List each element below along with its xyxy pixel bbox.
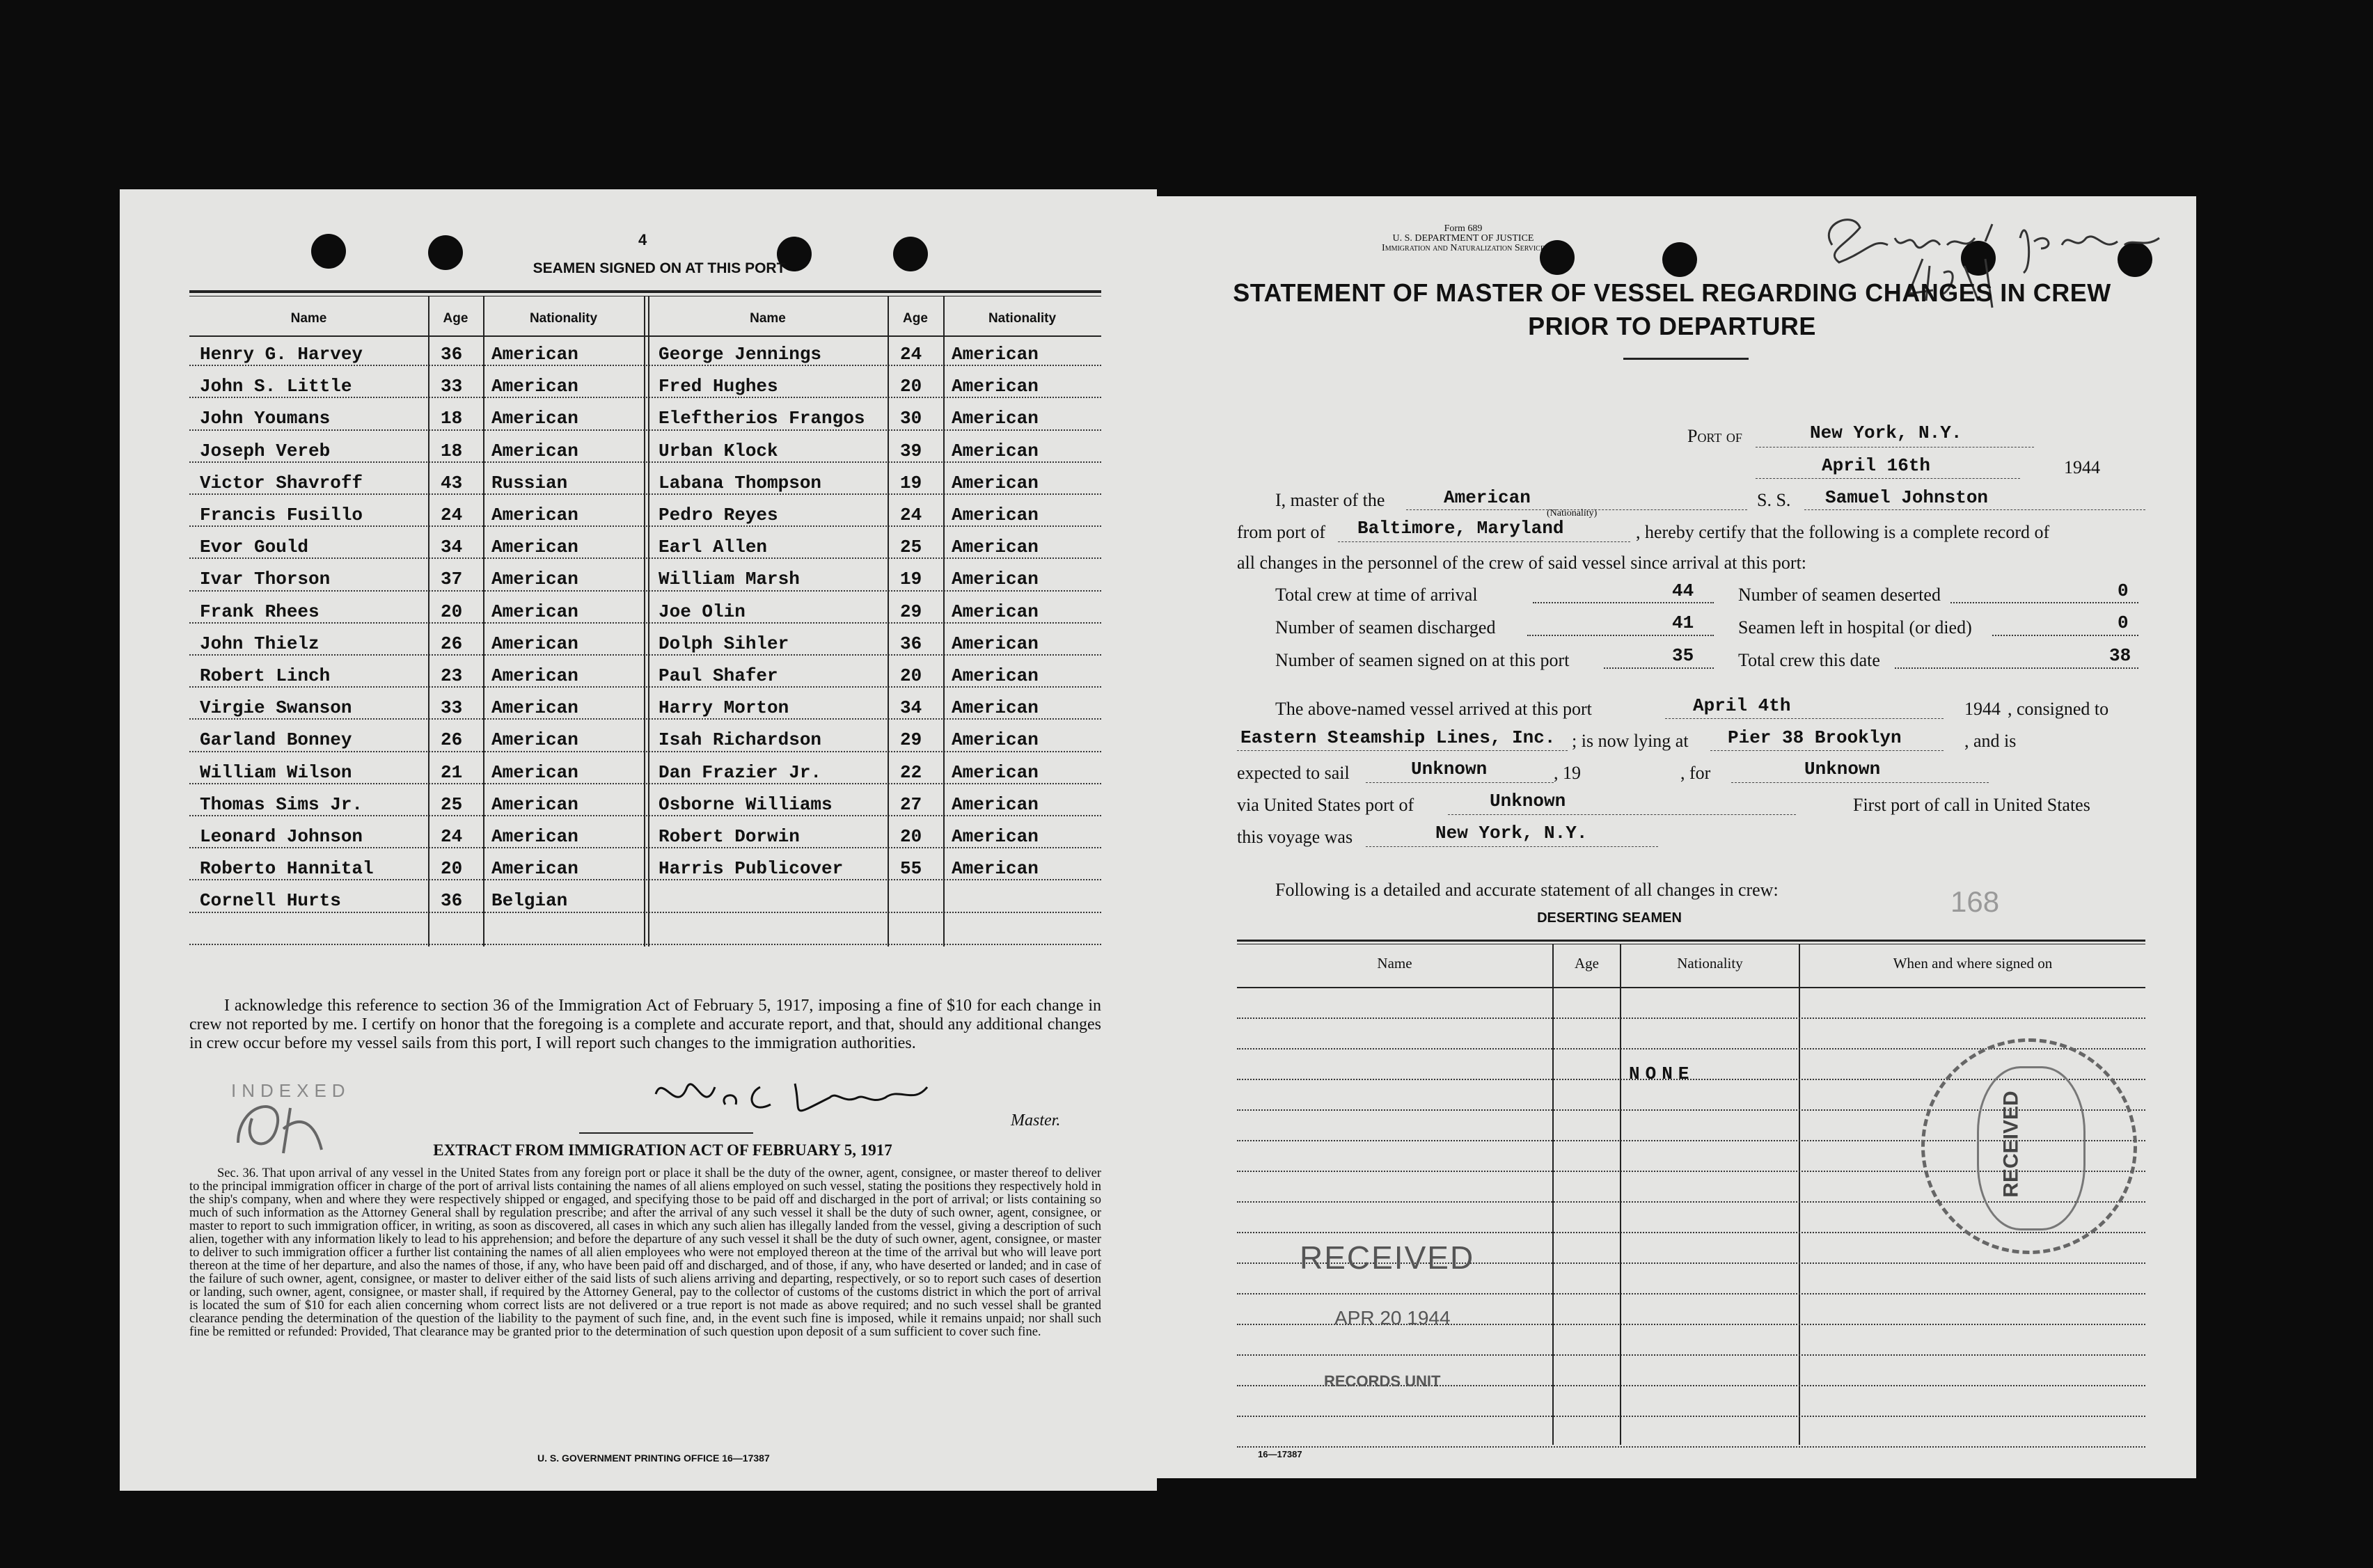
cell-age: 24 bbox=[441, 505, 463, 525]
row-rule bbox=[189, 783, 1101, 784]
sail-date-line bbox=[1366, 782, 1554, 783]
nineteen-label: , 19 bbox=[1554, 763, 1581, 783]
column-rule bbox=[644, 296, 645, 947]
for-label: , for bbox=[1680, 763, 1711, 783]
cell-nationality: American bbox=[952, 440, 1039, 461]
cell-name: Paul Shafer bbox=[659, 665, 778, 686]
discharged-value: 41 bbox=[1672, 612, 1694, 633]
deserted-label: Number of seamen deserted bbox=[1738, 585, 1941, 605]
cell-nationality: American bbox=[491, 601, 578, 622]
master-label: Master. bbox=[1011, 1111, 1061, 1130]
column-rule bbox=[1799, 944, 1800, 1445]
reference-number: 168 bbox=[1950, 885, 2000, 918]
cell-nationality: American bbox=[952, 761, 1039, 783]
printer-line: 16—17387 bbox=[1258, 1449, 1302, 1459]
cell-age: 34 bbox=[441, 537, 463, 558]
sail-date-value: Unknown bbox=[1411, 759, 1488, 779]
row-rule bbox=[1237, 1017, 2145, 1019]
cell-name: Henry G. Harvey bbox=[200, 344, 363, 365]
dot-leader bbox=[1533, 602, 1714, 603]
nationality-value: American bbox=[1444, 487, 1531, 508]
consignee-line bbox=[1237, 750, 1568, 751]
cell-age: 43 bbox=[441, 472, 463, 493]
cell-nationality: American bbox=[952, 408, 1039, 429]
acknowledgment-text: I acknowledge this reference to section 36 of the Immigration Act of February 5, 1917, imposing a fine of $10 for each change in crew not reported by me. I certify on honor that the foregoing is a complete and accurate report, and that, should any additional changes in crew occur before my vessel sails from this port, I will report such changes to the immigration authorities. bbox=[189, 997, 1101, 1052]
cell-age: 20 bbox=[900, 665, 922, 686]
from-port-label: from port of bbox=[1237, 522, 1326, 542]
cell-nationality: American bbox=[952, 344, 1039, 365]
lying-line bbox=[1710, 750, 1944, 751]
cell-age: 24 bbox=[441, 826, 463, 847]
row-rule bbox=[189, 912, 1101, 913]
row-rule bbox=[189, 718, 1101, 720]
deserting-none: NONE bbox=[1629, 1063, 1695, 1084]
row-rule bbox=[189, 622, 1101, 624]
col-header-name: Name bbox=[750, 311, 786, 326]
voyage-label: this voyage was bbox=[1237, 827, 1353, 847]
via-value: Unknown bbox=[1490, 791, 1566, 811]
port-value: New York, N.Y. bbox=[1810, 422, 1962, 443]
deserted-value: 0 bbox=[2118, 580, 2129, 601]
header-rule bbox=[189, 335, 1101, 337]
cell-name: Osborne Williams bbox=[659, 793, 833, 815]
cell-age: 19 bbox=[900, 472, 922, 493]
cell-age: 33 bbox=[441, 697, 463, 719]
cell-age: 30 bbox=[900, 408, 922, 429]
cell-name: Labana Thompson bbox=[659, 472, 822, 493]
col-header-when-where: When and where signed on bbox=[1893, 955, 2053, 972]
cell-name: Fred Hughes bbox=[659, 376, 778, 397]
cell-name: Urban Klock bbox=[659, 440, 778, 461]
via-line bbox=[1448, 814, 1796, 815]
cell-name: Pedro Reyes bbox=[659, 505, 778, 525]
cell-nationality: American bbox=[952, 505, 1039, 525]
certify-text: , hereby certify that the following is a complete record of bbox=[1636, 522, 2050, 542]
row-rule bbox=[189, 944, 1101, 945]
col-header-name: Name bbox=[1377, 955, 1412, 972]
cell-nationality: American bbox=[491, 761, 578, 783]
cell-nationality: American bbox=[952, 537, 1039, 558]
cell-name: Joe Olin bbox=[659, 601, 746, 622]
hospital-label: Seamen left in hospital (or died) bbox=[1738, 617, 1972, 638]
round-stamp bbox=[1921, 1038, 2137, 1254]
records-unit-stamp: RECORDS UNIT bbox=[1324, 1372, 1441, 1390]
row-rule bbox=[1237, 1416, 2145, 1417]
cell-age: 34 bbox=[900, 697, 922, 719]
cell-age: 29 bbox=[900, 729, 922, 751]
cell-age: 23 bbox=[441, 665, 463, 686]
row-rule bbox=[189, 493, 1101, 495]
signed-on-value: 35 bbox=[1672, 645, 1694, 666]
arrived-year: 1944 bbox=[1964, 699, 2001, 719]
dot-leader bbox=[1992, 635, 2138, 636]
cell-age: 55 bbox=[900, 858, 922, 880]
col-header-nationality: Nationality bbox=[529, 311, 598, 326]
cell-nationality: American bbox=[491, 344, 578, 365]
row-rule bbox=[189, 461, 1101, 463]
cell-age: 21 bbox=[441, 761, 463, 783]
row-rule bbox=[1237, 1293, 2145, 1294]
column-rule bbox=[1552, 944, 1554, 1445]
changes-text: all changes in the personnel of the crew of said vessel since arrival at this port: bbox=[1237, 553, 1807, 573]
form-header bbox=[1324, 224, 1602, 253]
printer-line: U. S. GOVERNMENT PRINTING OFFICE 16—17387 bbox=[537, 1452, 770, 1464]
row-rule bbox=[189, 879, 1101, 880]
cell-age: 20 bbox=[900, 826, 922, 847]
title-line-1: STATEMENT OF MASTER OF VESSEL REGARDING CHANGES IN CREW bbox=[1233, 278, 2111, 307]
cell-name: Dolph Sihler bbox=[659, 633, 789, 654]
row-rule bbox=[189, 557, 1101, 559]
page-number: 4 bbox=[638, 231, 647, 248]
cell-name: Evor Gould bbox=[200, 537, 309, 558]
column-rule bbox=[428, 296, 429, 947]
date-value: April 16th bbox=[1822, 455, 1931, 476]
sail-for-value: Unknown bbox=[1804, 759, 1881, 779]
dot-leader bbox=[1527, 635, 1714, 636]
cell-name: Robert Linch bbox=[200, 665, 331, 686]
cell-nationality: American bbox=[952, 665, 1039, 686]
cell-name: Robert Dorwin bbox=[659, 826, 800, 847]
via-label: via United States port of bbox=[1237, 795, 1414, 815]
cell-nationality: American bbox=[491, 633, 578, 654]
cell-age: 37 bbox=[441, 569, 463, 590]
col-header-age: Age bbox=[903, 311, 928, 326]
row-rule bbox=[1237, 1354, 2145, 1356]
indexed-initials bbox=[224, 1087, 342, 1164]
date-line bbox=[1756, 478, 2020, 479]
cell-name: Thomas Sims Jr. bbox=[200, 793, 363, 815]
cell-nationality: American bbox=[952, 858, 1039, 880]
title-line-2: PRIOR TO DEPARTURE bbox=[1528, 312, 1816, 340]
cell-age: 33 bbox=[441, 376, 463, 397]
from-port-line bbox=[1338, 541, 1630, 542]
consigned-label: , consigned to bbox=[2008, 699, 2109, 719]
cell-name: Eleftherios Frangos bbox=[659, 408, 865, 429]
cell-name: George Jennings bbox=[659, 344, 822, 365]
received-date-stamp: APR 20 1944 bbox=[1334, 1307, 1451, 1329]
col-header-age: Age bbox=[1575, 955, 1599, 972]
round-stamp-text: RECEIVED bbox=[1999, 1091, 2023, 1198]
cell-nationality: American bbox=[952, 601, 1039, 622]
cell-nationality: American bbox=[491, 729, 578, 751]
dot-leader bbox=[1604, 667, 1714, 669]
hospital-value: 0 bbox=[2118, 612, 2129, 633]
table-rule bbox=[1237, 940, 2145, 942]
punch-hole bbox=[428, 235, 463, 270]
ss-label: S. S. bbox=[1757, 490, 1791, 510]
lying-value: Pier 38 Brooklyn bbox=[1728, 727, 1902, 748]
cell-nationality: American bbox=[491, 697, 578, 719]
divider bbox=[579, 1132, 753, 1134]
table-rule bbox=[189, 290, 1101, 293]
cell-age: 27 bbox=[900, 793, 922, 815]
left-page bbox=[120, 189, 1157, 1491]
and-is-label: , and is bbox=[1964, 731, 2017, 751]
total-crew-now-label: Total crew this date bbox=[1738, 650, 1880, 670]
col-header-nationality: Nationality bbox=[1677, 955, 1743, 972]
cell-name: Cornell Hurts bbox=[200, 890, 341, 912]
cell-nationality: American bbox=[491, 408, 578, 429]
cell-name: Frank Rhees bbox=[200, 601, 320, 622]
row-rule bbox=[189, 847, 1101, 848]
cell-age: 20 bbox=[441, 858, 463, 880]
cell-name: John Youmans bbox=[200, 408, 331, 429]
cell-nationality: American bbox=[491, 569, 578, 590]
cell-name: Francis Fusillo bbox=[200, 505, 363, 525]
first-port-label: First port of call in United States bbox=[1853, 795, 2090, 815]
row-rule bbox=[189, 397, 1101, 398]
column-rule bbox=[483, 296, 484, 947]
cell-name: Garland Bonney bbox=[200, 729, 352, 751]
service: Immigration and Naturalization Service bbox=[1382, 243, 1545, 253]
right-page bbox=[1157, 196, 2196, 1478]
cell-name: Roberto Hannital bbox=[200, 858, 374, 880]
voyage-line bbox=[1366, 846, 1658, 847]
total-crew-now-value: 38 bbox=[2109, 645, 2131, 666]
vessel-value: Samuel Johnston bbox=[1825, 487, 1989, 508]
cell-nationality: American bbox=[491, 376, 578, 397]
cell-nationality: American bbox=[952, 729, 1039, 751]
punch-hole bbox=[1662, 242, 1697, 277]
indexed-stamp: INDEXED bbox=[231, 1080, 351, 1101]
row-rule bbox=[189, 751, 1101, 752]
cell-name: Harry Morton bbox=[659, 697, 789, 719]
col-header-nationality: Nationality bbox=[988, 311, 1057, 326]
cell-nationality: American bbox=[491, 537, 578, 558]
col-header-name: Name bbox=[290, 311, 327, 326]
cell-name: William Marsh bbox=[659, 569, 800, 590]
section-title: SEAMEN SIGNED ON AT THIS PORT bbox=[533, 260, 786, 276]
cell-nationality: American bbox=[491, 826, 578, 847]
cell-name: Victor Shavroff bbox=[200, 472, 363, 493]
row-rule bbox=[189, 429, 1101, 431]
arrived-line bbox=[1665, 718, 1944, 719]
cell-nationality: American bbox=[952, 569, 1039, 590]
port-line bbox=[1756, 447, 2034, 448]
column-rule bbox=[648, 296, 649, 947]
lying-label: ; is now lying at bbox=[1572, 731, 1689, 751]
cell-age: 24 bbox=[900, 505, 922, 525]
column-rule bbox=[943, 296, 945, 947]
row-rule bbox=[1237, 1446, 2145, 1448]
cell-nationality: American bbox=[952, 472, 1039, 493]
row-rule bbox=[189, 590, 1101, 592]
cell-age: 18 bbox=[441, 440, 463, 461]
cell-name: Dan Frazier Jr. bbox=[659, 761, 822, 783]
cell-age: 36 bbox=[441, 344, 463, 365]
vessel-line bbox=[1804, 509, 2145, 510]
cell-nationality: American bbox=[491, 440, 578, 461]
form-title bbox=[1199, 278, 2145, 341]
form-number: Form 689 bbox=[1444, 223, 1483, 234]
cell-nationality: American bbox=[491, 793, 578, 815]
cell-age: 18 bbox=[441, 408, 463, 429]
year-value: 1944 bbox=[2064, 457, 2100, 477]
cell-age: 19 bbox=[900, 569, 922, 590]
cell-name: Joseph Vereb bbox=[200, 440, 331, 461]
row-rule bbox=[189, 654, 1101, 656]
row-rule bbox=[189, 815, 1101, 816]
row-rule bbox=[189, 686, 1101, 688]
discharged-label: Number of seamen discharged bbox=[1275, 617, 1496, 638]
cell-name: Earl Allen bbox=[659, 537, 768, 558]
cell-nationality: American bbox=[952, 633, 1039, 654]
extract-title: EXTRACT FROM IMMIGRATION ACT OF FEBRUARY 5, 1917 bbox=[433, 1141, 892, 1159]
cell-name: Virgie Swanson bbox=[200, 697, 352, 719]
cell-nationality: American bbox=[491, 858, 578, 880]
cell-nationality: American bbox=[491, 505, 578, 525]
signed-on-label: Number of seamen signed on at this port bbox=[1275, 650, 1570, 670]
row-rule bbox=[189, 365, 1101, 366]
total-crew-arrival-label: Total crew at time of arrival bbox=[1275, 585, 1478, 605]
from-port-value: Baltimore, Maryland bbox=[1357, 518, 1564, 539]
sail-for-line bbox=[1731, 782, 1989, 783]
row-rule bbox=[189, 525, 1101, 527]
deserting-title: DESERTING SEAMEN bbox=[1537, 910, 1682, 926]
cell-nationality: American bbox=[952, 793, 1039, 815]
cell-nationality: American bbox=[491, 665, 578, 686]
dot-leader bbox=[1950, 602, 2138, 603]
cell-age: 25 bbox=[900, 537, 922, 558]
cell-age: 36 bbox=[441, 890, 463, 912]
consignee-value: Eastern Steamship Lines, Inc. bbox=[1240, 727, 1556, 748]
cell-age: 22 bbox=[900, 761, 922, 783]
punch-hole bbox=[893, 237, 928, 271]
master-of-label: I, master of the bbox=[1275, 490, 1385, 510]
arrived-label: The above-named vessel arrived at this port bbox=[1275, 699, 1592, 719]
cell-name: Isah Richardson bbox=[659, 729, 822, 751]
total-crew-arrival-value: 44 bbox=[1672, 580, 1694, 601]
cell-nationality: American bbox=[952, 826, 1039, 847]
column-rule bbox=[1620, 944, 1621, 1445]
cell-name: William Wilson bbox=[200, 761, 352, 783]
master-signature bbox=[649, 1066, 941, 1129]
cell-age: 24 bbox=[900, 344, 922, 365]
cell-age: 26 bbox=[441, 633, 463, 654]
header-rule bbox=[1237, 987, 2145, 988]
cell-age: 20 bbox=[900, 376, 922, 397]
punch-hole bbox=[311, 234, 346, 269]
dot-leader bbox=[1895, 667, 2138, 669]
cell-age: 20 bbox=[441, 601, 463, 622]
col-header-age: Age bbox=[443, 311, 468, 326]
received-stamp: RECEIVED bbox=[1300, 1240, 1475, 1276]
cell-name: John S. Little bbox=[200, 376, 352, 397]
cell-name: Harris Publicover bbox=[659, 858, 844, 880]
department: U. S. DEPARTMENT OF JUSTICE bbox=[1392, 233, 1534, 244]
cell-age: 39 bbox=[900, 440, 922, 461]
nationality-caption: (Nationality) bbox=[1547, 508, 1598, 518]
following-label: Following is a detailed and accurate statement of all changes in crew: bbox=[1275, 880, 1779, 900]
port-label: Port of bbox=[1687, 426, 1742, 446]
cell-name: Leonard Johnson bbox=[200, 826, 363, 847]
extract-text: Sec. 36. That upon arrival of any vessel in the United States from any foreign port or place it shall be the duty of the owner, agent, consignee, or master thereof to deliver to the principal immigration officer in charge of the port of arrival lists containing the names of all aliens employed on such vessel, stating the positions they respectively hold in the ship's company, when and where they were respectively shipped or engaged, and specifying those to be paid off and discharged in the port of arrival; or lists containing so much of such information as the Attorney General shall by regulation prescribe; and after the arrival of any such vessel it shall be the duty of such owner, agent, consignee, or master to report to such immigration officer, in writing, as soon as discovered, all cases in which any such alien has illegally landed from the vessel, giving a description of such alien, together with any information likely to lead to his apprehension; and before the departure of any such vessel it shall be the duty of such owner, agent, consignee, or master to deliver to such immigration officer a further list containing the names of all alien employees who were not employed thereon at the time of the arrival but who will leave port thereon at the time of her departure, and also the names of those, if any, who have been paid off and discharged, and of those, if any, who have deserted or landed; and in case of the failure of such owner, agent, consignee, or master to deliver either of the said lists of such aliens arriving and departing, respectively, or so to report such cases of desertion or landing, such owner, agent, consignee, or master shall, if required by the Attorney General, pay to the collector of customs of the customs district in which the port of arrival is located the sum of $10 for each alien concerning whom correct lists are not delivered or a true report is not made as above required; and no such vessel shall be granted clearance pending the determination of the question of the liability to the payment of such fine, and, in the event such fine is imposed, while it remains unpaid; nor shall such fine be remitted or refunded: Provided, That clearance may be granted prior to the determination of such question upon deposit of a sum sufficient to cover such fine. bbox=[189, 1166, 1101, 1339]
cell-name: John Thielz bbox=[200, 633, 320, 654]
cell-nationality: American bbox=[952, 376, 1039, 397]
expected-label: expected to sail bbox=[1237, 763, 1350, 783]
cell-age: 25 bbox=[441, 793, 463, 815]
cell-age: 29 bbox=[900, 601, 922, 622]
cell-nationality: Belgian bbox=[491, 890, 568, 912]
title-rule bbox=[1623, 358, 1749, 360]
cell-nationality: American bbox=[952, 697, 1039, 719]
cell-name: Ivar Thorson bbox=[200, 569, 331, 590]
cell-age: 36 bbox=[900, 633, 922, 654]
column-rule bbox=[888, 296, 889, 947]
cell-nationality: Russian bbox=[491, 472, 568, 493]
voyage-value: New York, N.Y. bbox=[1435, 823, 1588, 844]
arrived-date: April 4th bbox=[1693, 695, 1791, 716]
cell-age: 26 bbox=[441, 729, 463, 751]
